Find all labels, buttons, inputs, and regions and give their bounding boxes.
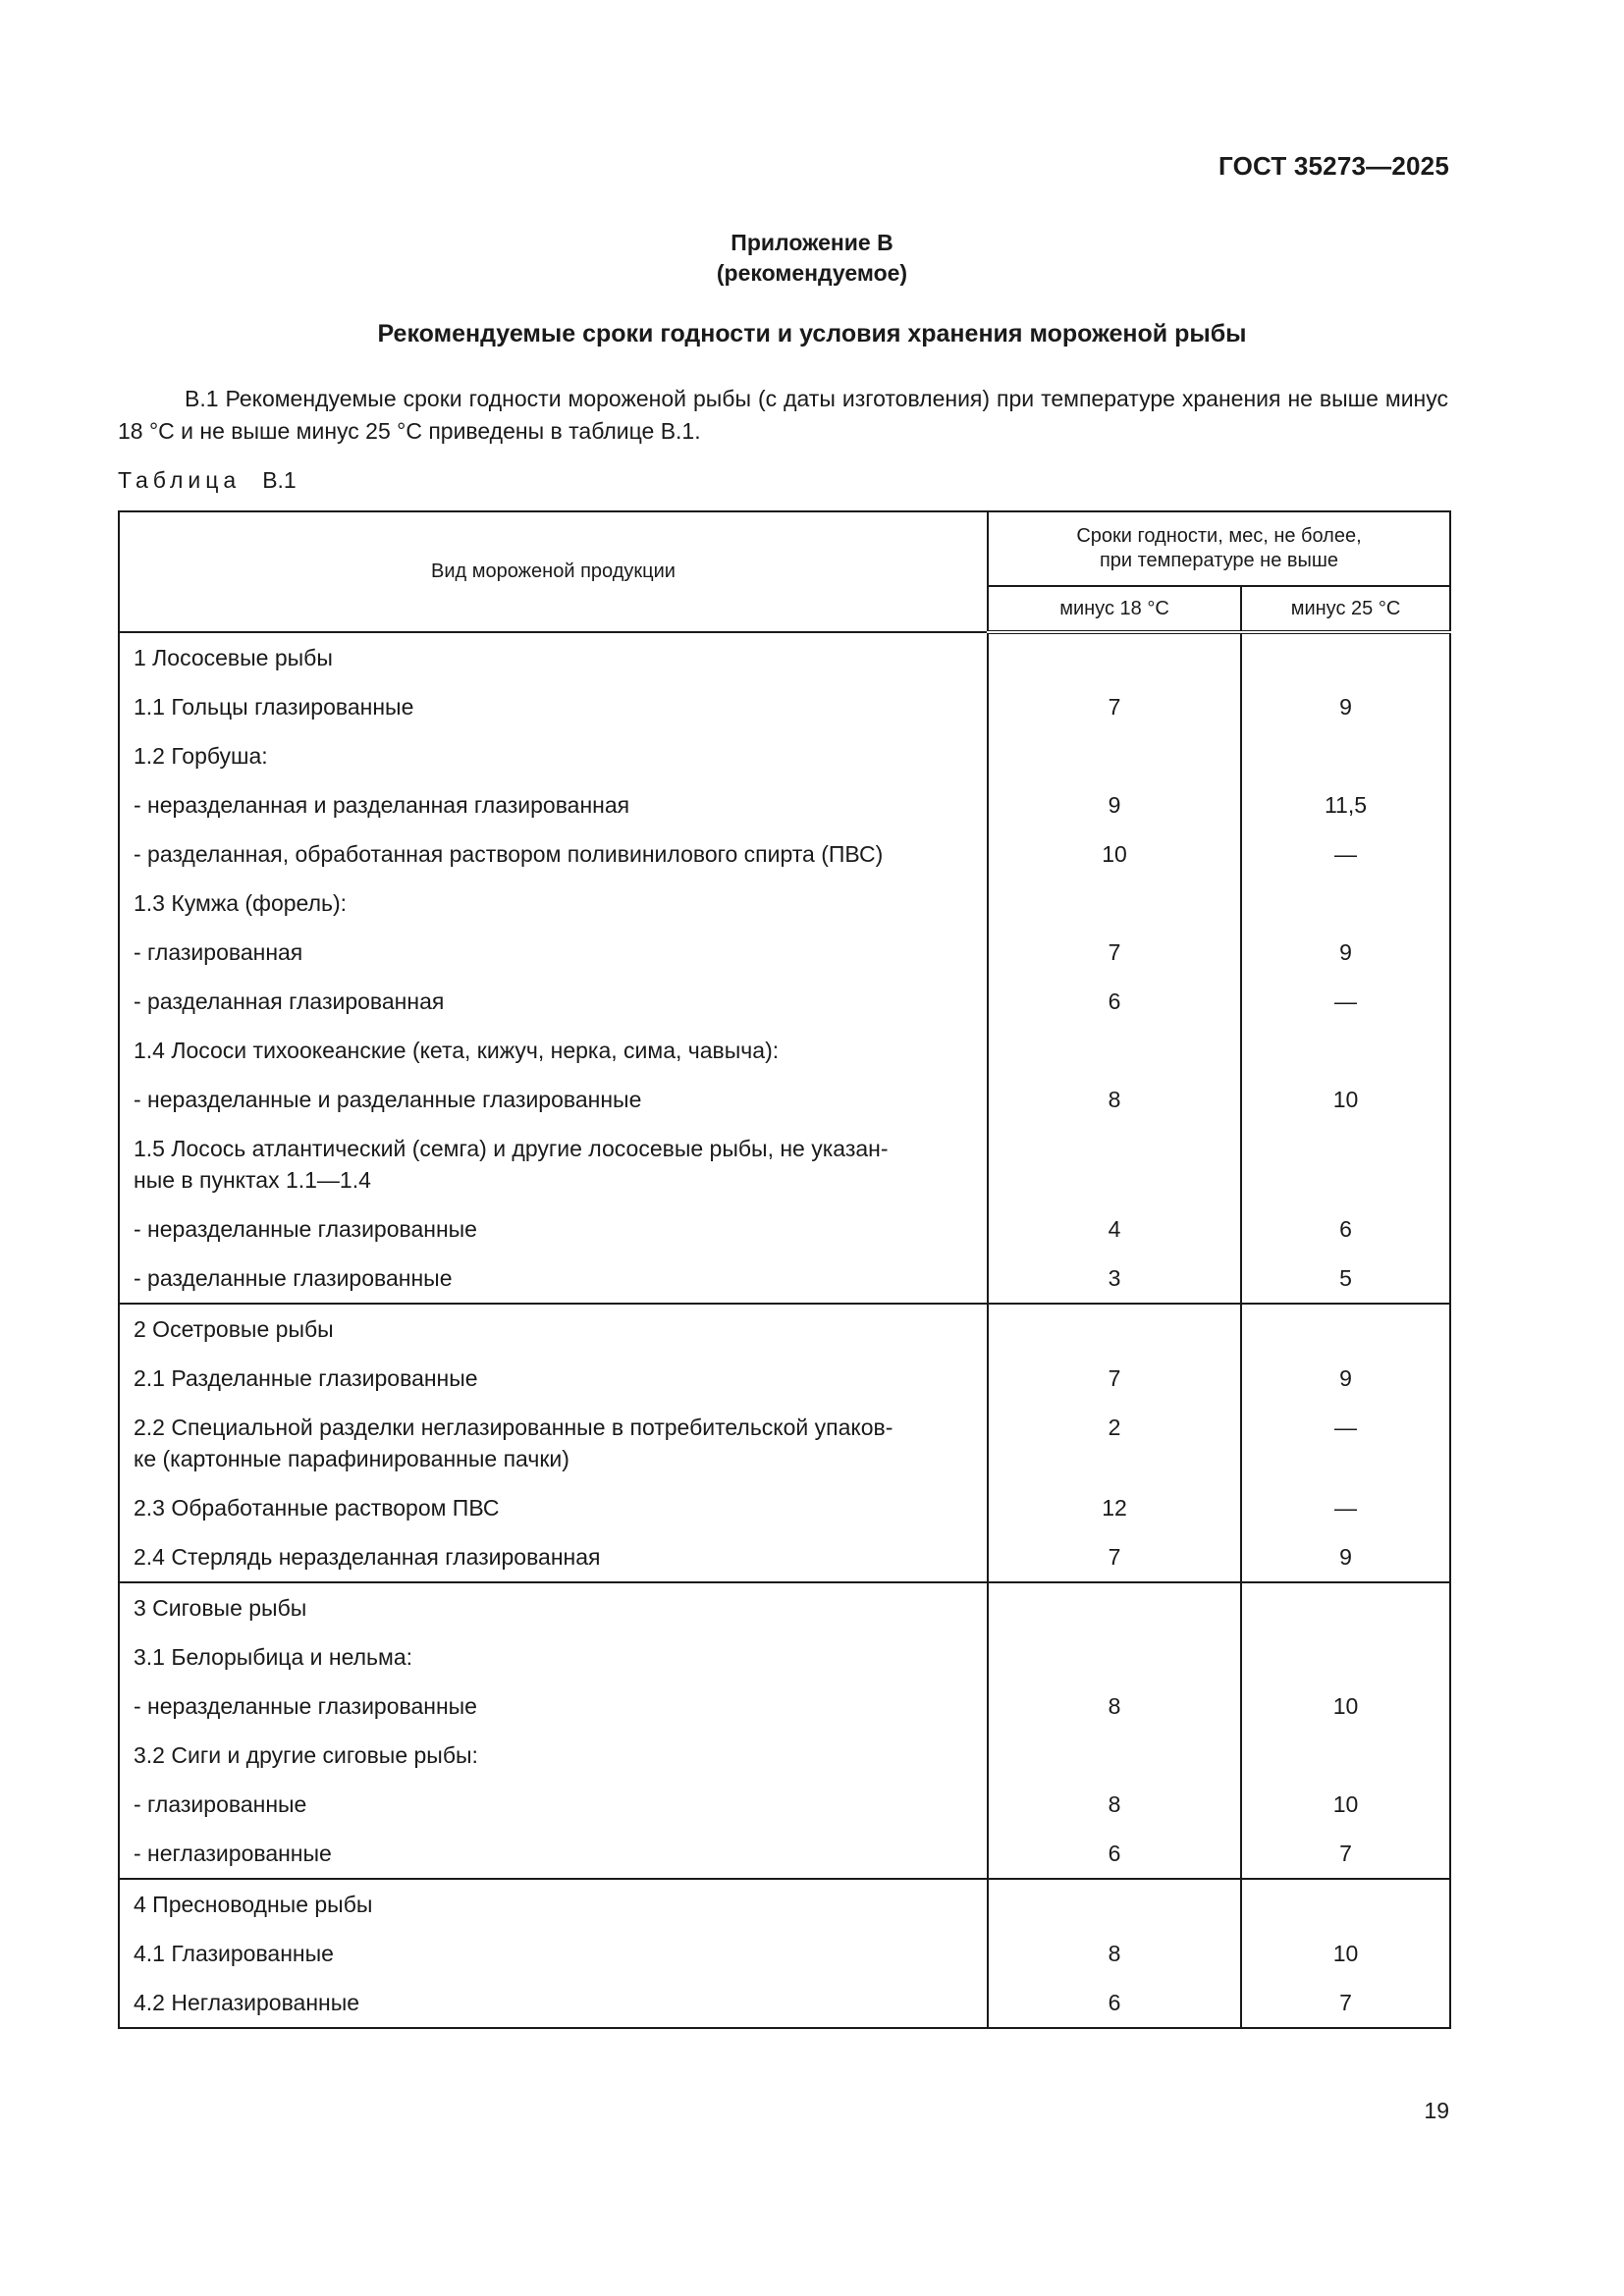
table-row (119, 1354, 1450, 1403)
shelf-life-minus-25-cell: 9 (1241, 928, 1450, 977)
document-code: ГОСТ 35273—2025 (1218, 151, 1449, 181)
table-caption-label: Таблица (118, 467, 242, 493)
product-name-cell: - глазированные (119, 1780, 988, 1829)
product-name-cell: 1.5 Лосось атлантический (семга) и другие лососевые рыбы, не указан- ные в пунктах 1.1—1.4 (119, 1124, 988, 1204)
shelf-life-minus-18-cell: 6 (988, 977, 1241, 1026)
product-name-cell: 2.3 Обработанные раствором ПВС (119, 1483, 988, 1532)
shelf-life-minus-25-cell: 9 (1241, 1354, 1450, 1403)
annex-title: Приложение В (731, 230, 893, 255)
shelf-life-minus-18-cell: 8 (988, 1682, 1241, 1731)
shelf-life-minus-18-cell (988, 731, 1241, 780)
table-row (119, 780, 1450, 829)
shelf-life-minus-18-cell (988, 879, 1241, 928)
shelf-life-minus-25-cell: 5 (1241, 1254, 1450, 1304)
shelf-life-minus-18-cell: 7 (988, 682, 1241, 731)
product-name-cell: - разделанная, обработанная раствором поливинилового спирта (ПВС) (119, 829, 988, 879)
shelf-life-minus-25-cell (1241, 1731, 1450, 1780)
shelf-life-minus-18-cell (988, 632, 1241, 682)
product-name-cell: 2 Осетровые рыбы (119, 1304, 988, 1354)
shelf-life-table (118, 510, 1451, 2029)
product-name-cell: - глазированная (119, 928, 988, 977)
product-name-cell: 4.2 Неглазированные (119, 1978, 988, 2028)
intro-paragraph: В.1 Рекомендуемые сроки годности мороженой рыбы (с даты изготовления) при температуре хранения не выше минус 18 °С и не выше минус 25 °С приведены в таблице В.1. (118, 386, 1448, 444)
product-name-cell: 4.1 Глазированные (119, 1929, 988, 1978)
table-row (119, 1204, 1450, 1254)
shelf-life-minus-25-cell (1241, 1632, 1450, 1682)
product-name-cell: - разделанная глазированная (119, 977, 988, 1026)
shelf-life-minus-18-cell: 12 (988, 1483, 1241, 1532)
product-name-cell: 2.4 Стерлядь неразделанная глазированная (119, 1532, 988, 1582)
shelf-life-minus-25-cell: 10 (1241, 1075, 1450, 1124)
annex-heading (0, 228, 1624, 289)
shelf-life-minus-25-cell: 10 (1241, 1929, 1450, 1978)
table-row (119, 1075, 1450, 1124)
table-row (119, 1632, 1450, 1682)
product-name-cell: - разделанные глазированные (119, 1254, 988, 1304)
shelf-life-minus-25-cell: — (1241, 1403, 1450, 1483)
table-row (119, 1929, 1450, 1978)
product-name-cell: - неразделанные и разделанные глазированные (119, 1075, 988, 1124)
shelf-life-minus-18-cell: 2 (988, 1403, 1241, 1483)
shelf-life-minus-18-cell (988, 1879, 1241, 1929)
shelf-life-minus-25-cell (1241, 879, 1450, 928)
shelf-life-minus-18-cell (988, 1731, 1241, 1780)
shelf-life-minus-25-cell: 9 (1241, 682, 1450, 731)
product-name-cell: 3.2 Сиги и другие сиговые рыбы: (119, 1731, 988, 1780)
table-row (119, 1254, 1450, 1304)
product-name-cell: 4 Пресноводные рыбы (119, 1879, 988, 1929)
page-number: 19 (1424, 2098, 1449, 2123)
shelf-life-minus-25-cell (1241, 1879, 1450, 1929)
table-row (119, 1829, 1450, 1879)
shelf-life-minus-25-cell: — (1241, 1483, 1450, 1532)
column-header-terms-line: Сроки годности, мес, не более, (1076, 525, 1362, 547)
table-row (119, 928, 1450, 977)
shelf-life-minus-25-cell: 6 (1241, 1204, 1450, 1254)
table-row (119, 1532, 1450, 1582)
column-header-minus-18: минус 18 °С (988, 586, 1241, 632)
shelf-life-minus-18-cell: 7 (988, 928, 1241, 977)
shelf-life-minus-25-cell (1241, 1026, 1450, 1075)
shelf-life-minus-25-cell: 7 (1241, 1829, 1450, 1879)
column-header-terms (988, 511, 1450, 586)
shelf-life-minus-18-cell (988, 1582, 1241, 1632)
table-row (119, 1978, 1450, 2028)
product-name-cell: 1.1 Гольцы глазированные (119, 682, 988, 731)
shelf-life-minus-18-cell (988, 1632, 1241, 1682)
shelf-life-minus-18-cell (988, 1304, 1241, 1354)
column-header-product: Вид мороженой продукции (119, 511, 988, 632)
product-name-cell: 1.4 Лососи тихоокеанские (кета, кижуч, нерка, сима, чавыча): (119, 1026, 988, 1075)
table-row (119, 1879, 1450, 1929)
shelf-life-minus-18-cell: 8 (988, 1929, 1241, 1978)
table-row (119, 829, 1450, 879)
shelf-life-minus-18-cell: 10 (988, 829, 1241, 879)
product-name-cell: 1.3 Кумжа (форель): (119, 879, 988, 928)
product-name-cell: 2.2 Специальной разделки неглазированные в потребительской упаков- ке (картонные парафинированные пачки) (119, 1403, 988, 1483)
table-row (119, 1780, 1450, 1829)
shelf-life-minus-25-cell: — (1241, 977, 1450, 1026)
shelf-life-minus-25-cell (1241, 1304, 1450, 1354)
product-name-cell: - неразделанные глазированные (119, 1204, 988, 1254)
shelf-life-minus-25-cell: 7 (1241, 1978, 1450, 2028)
table-row (119, 1124, 1450, 1204)
product-name-cell: 1.2 Горбуша: (119, 731, 988, 780)
table-row (119, 1483, 1450, 1532)
column-header-minus-25: минус 25 °С (1241, 586, 1450, 632)
product-name-cell: 3 Сиговые рыбы (119, 1582, 988, 1632)
shelf-life-minus-18-cell: 9 (988, 780, 1241, 829)
shelf-life-minus-18-cell: 8 (988, 1780, 1241, 1829)
shelf-life-minus-25-cell (1241, 1582, 1450, 1632)
table-row (119, 632, 1450, 682)
table-row (119, 1582, 1450, 1632)
column-header-terms-line: при температуре не выше (1099, 550, 1339, 571)
shelf-life-minus-18-cell: 6 (988, 1978, 1241, 2028)
table-row (119, 1026, 1450, 1075)
section-title: Рекомендуемые сроки годности и условия хранения мороженой рыбы (377, 320, 1247, 347)
shelf-life-minus-18-cell (988, 1124, 1241, 1204)
shelf-life-minus-18-cell: 8 (988, 1075, 1241, 1124)
annex-status: (рекомендуемое) (716, 260, 908, 286)
shelf-life-minus-18-cell: 4 (988, 1204, 1241, 1254)
shelf-life-minus-25-cell (1241, 632, 1450, 682)
shelf-life-minus-18-cell: 7 (988, 1532, 1241, 1582)
product-name-cell: 1 Лососевые рыбы (119, 632, 988, 682)
table-row (119, 1304, 1450, 1354)
product-name-cell: - неразделанная и разделанная глазированная (119, 780, 988, 829)
shelf-life-minus-25-cell: 9 (1241, 1532, 1450, 1582)
shelf-life-minus-18-cell (988, 1026, 1241, 1075)
shelf-life-minus-18-cell: 3 (988, 1254, 1241, 1304)
shelf-life-minus-25-cell: 10 (1241, 1682, 1450, 1731)
table-row (119, 731, 1450, 780)
table-body (119, 632, 1450, 2028)
shelf-life-minus-25-cell (1241, 1124, 1450, 1204)
shelf-life-minus-25-cell: 11,5 (1241, 780, 1450, 829)
table-row (119, 977, 1450, 1026)
product-name-cell: - неразделанные глазированные (119, 1682, 988, 1731)
table-row (119, 1682, 1450, 1731)
shelf-life-minus-18-cell: 6 (988, 1829, 1241, 1879)
product-name-cell: - неглазированные (119, 1829, 988, 1879)
table-row (119, 879, 1450, 928)
table-row (119, 1731, 1450, 1780)
table-row (119, 1403, 1450, 1483)
shelf-life-minus-18-cell: 7 (988, 1354, 1241, 1403)
table-row (119, 682, 1450, 731)
shelf-life-minus-25-cell: 10 (1241, 1780, 1450, 1829)
table-caption (118, 467, 297, 494)
product-name-cell: 2.1 Разделанные глазированные (119, 1354, 988, 1403)
shelf-life-minus-25-cell (1241, 731, 1450, 780)
shelf-life-minus-25-cell: — (1241, 829, 1450, 879)
product-name-cell: 3.1 Белорыбица и нельма: (119, 1632, 988, 1682)
table-caption-number: В.1 (262, 467, 297, 493)
